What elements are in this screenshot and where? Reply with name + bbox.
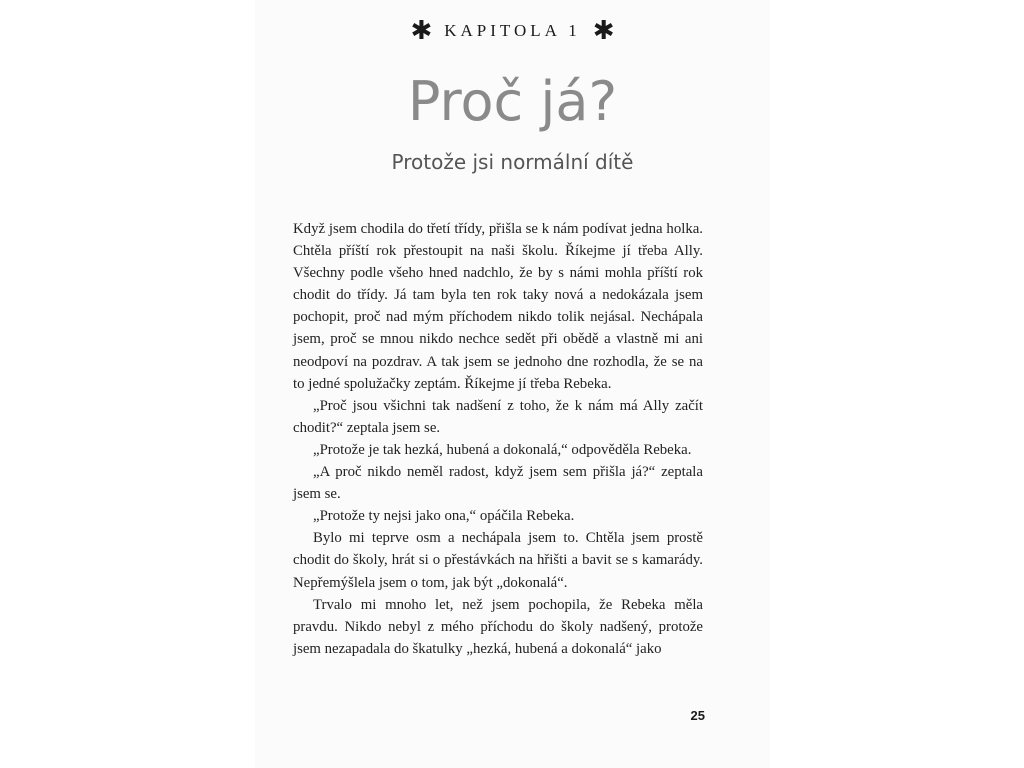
page-number: 25	[690, 708, 705, 723]
chapter-header	[255, 16, 770, 46]
body-text	[293, 218, 703, 660]
book-page	[255, 0, 770, 768]
paragraph: „Protože je tak hezká, hubená a dokonalá,“ odpověděla Rebeka.	[313, 441, 692, 458]
chapter-subtitle: Protože jsi normální dítě	[391, 150, 634, 174]
paragraph: Bylo mi teprve osm a nechápala jsem to. Chtěla jsem prostě chodit do školy, hrát si o přestávkách na hřišti a bavit se s kamarády. Nepřemýšlela jsem o tom, jak být „dokonalá“.	[293, 530, 703, 591]
paragraph: Trvalo mi mnoho let, než jsem pochopila, že Rebeka měla pravdu. Nikdo nebyl z mého příchodu do školy nadšený, protože jsem nezapadala do škatulky „hezká, hubená a dokonalá“ jako	[293, 596, 703, 657]
star-icon-left: ✱	[410, 16, 433, 46]
paragraph: „Proč jsou všichni tak nadšení z toho, že k nám má Ally začít chodit?“ zeptala jsem se.	[293, 397, 703, 436]
paragraph: „Protože ty nejsi jako ona,“ opáčila Rebeka.	[313, 508, 575, 525]
chapter-label: KAPITOLA 1	[444, 21, 581, 40]
star-icon-right: ✱	[592, 16, 615, 46]
chapter-title: Proč já?	[407, 70, 618, 133]
paragraph: „A proč nikdo neměl radost, když jsem sem přišla já?“ zeptala jsem se.	[293, 464, 703, 503]
paragraph: Když jsem chodila do třetí třídy, přišla se k nám podívat jedna holka. Chtěla příští rok přestoupit na naši školu. Říkejme jí třeba Ally. Všechny podle všeho hned nadchlo, že by s námi mohla příští rok chodit do třídy. Já tam byla ten rok taky nová a nedokázala jsem pochopit, proč nad mým příchodem nikdo tolik nejásal. Nechápala jsem, proč se mnou nikdo nechce sedět při obědě a vlastně mi ani neodpoví na pozdrav. A tak jsem se jednoho dne rozhodla, že se na to jedné spolužačky zeptám. Říkejme jí třeba Rebeka.	[293, 221, 703, 392]
